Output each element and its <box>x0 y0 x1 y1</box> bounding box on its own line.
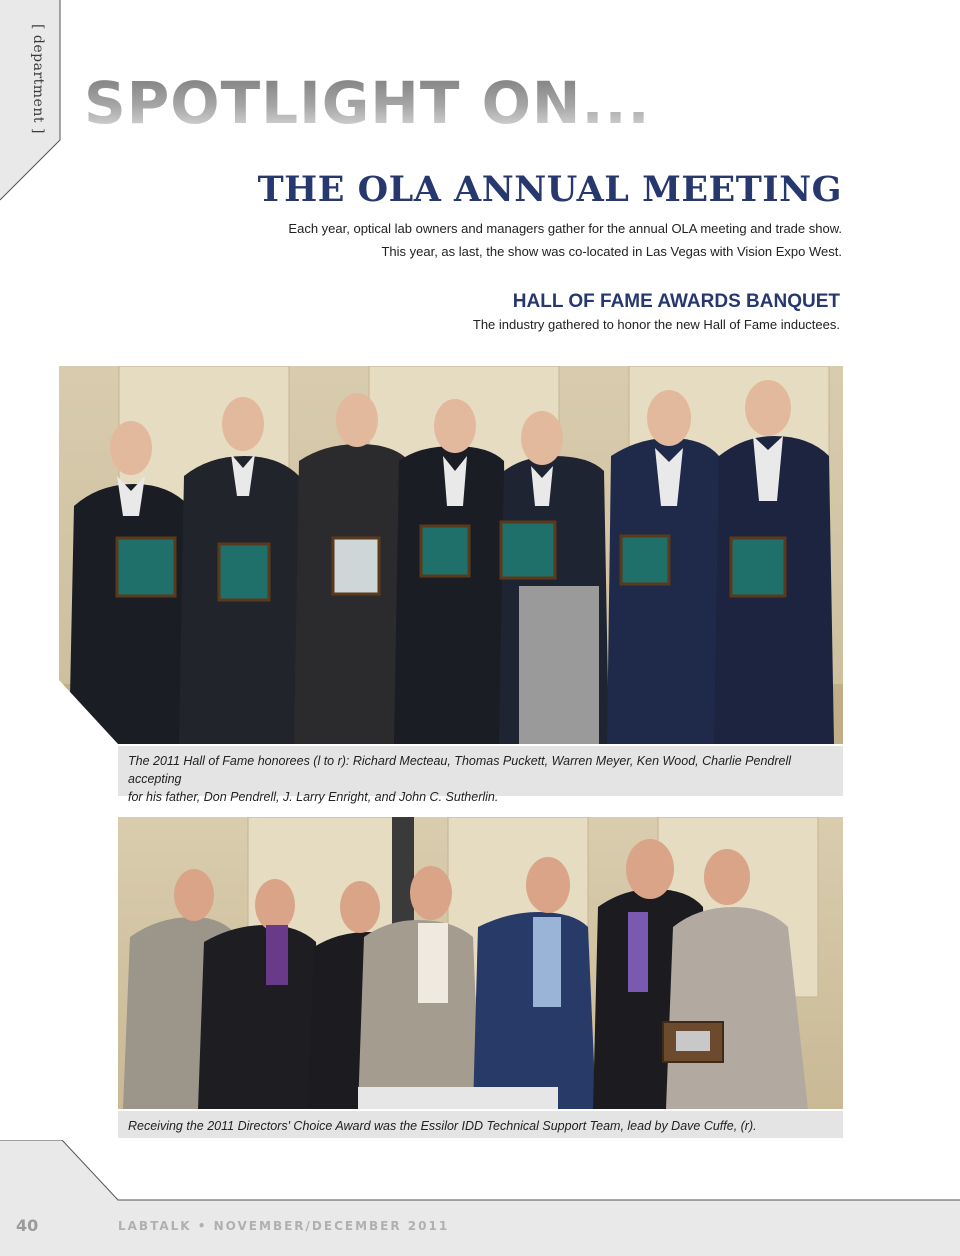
photo-corner-cut <box>59 680 119 750</box>
hall-of-fame-photo <box>59 366 843 744</box>
article-intro <box>200 217 842 263</box>
hall-of-fame-caption <box>118 746 843 804</box>
spotlight-heading: SPOTLIGHT ON... <box>84 69 651 137</box>
article-title: THE OLA ANNUAL MEETING <box>257 169 842 210</box>
section-subtitle: The industry gathered to honor the new Hall of Fame inductees. <box>472 317 840 332</box>
section-title: HALL OF FAME AWARDS BANQUET <box>512 291 840 312</box>
publication-footer: LABTALK • NOVEMBER/DECEMBER 2011 <box>118 1219 450 1233</box>
intro-line-1: Each year, optical lab owners and managers gather for the annual OLA meeting and trade show. <box>288 221 842 236</box>
caption-line-1: Receiving the 2011 Directors' Choice Award was the Essilor IDD Technical Support Team, lead by Dave Cuffe, (r). <box>128 1119 757 1133</box>
intro-line-2: This year, as last, the show was co-located in Las Vegas with Vision Expo West. <box>381 244 842 259</box>
directors-choice-photo <box>118 817 843 1109</box>
directors-choice-caption <box>118 1111 843 1138</box>
caption-line-1: The 2011 Hall of Fame honorees (l to r): Richard Mecteau, Thomas Puckett, Warren Meyer, Ken Wood, Charlie Pendrell accepting <box>128 754 792 786</box>
footer-band <box>0 1140 960 1256</box>
department-label: [ department ] <box>30 24 46 134</box>
page-number: 40 <box>16 1216 39 1235</box>
caption-line-2: for his father, Don Pendrell, J. Larry Enright, and John C. Sutherlin. <box>128 790 499 804</box>
